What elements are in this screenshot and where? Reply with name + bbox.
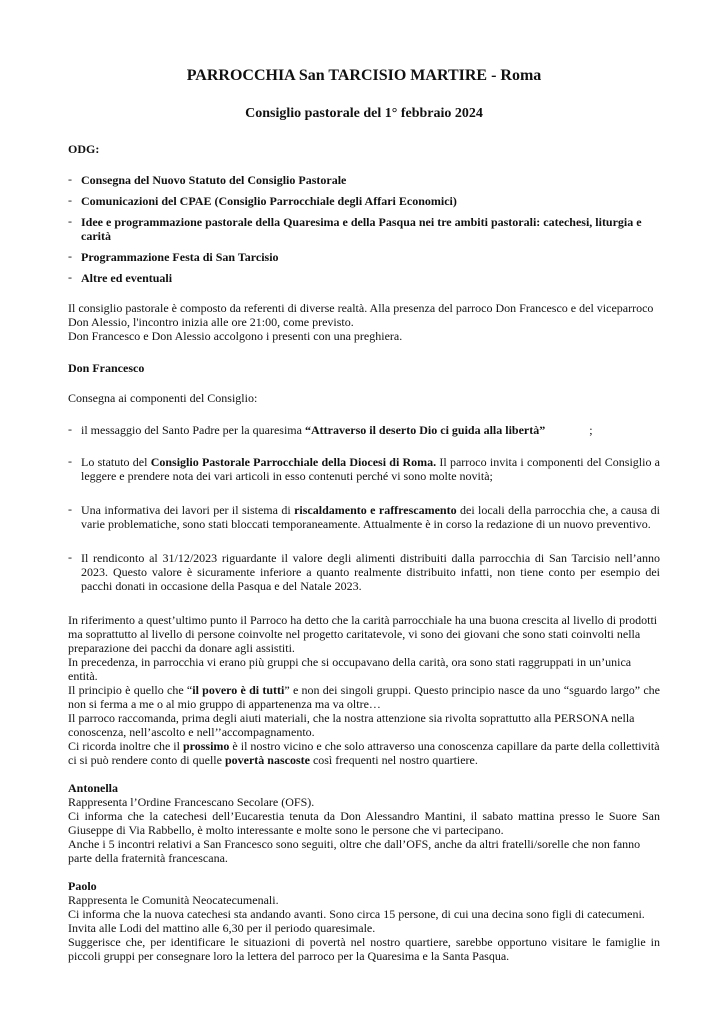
carita-paragraph: Il principio è quello che “il povero è di tutti” e non dei singoli gruppi. Questo principio nasce da uno “sguardo largo” che non si ferma a me o al mio gruppo di appartenenza ma va oltre…: [68, 683, 661, 711]
odg-item: - Programmazione Festa di San Tarcisio: [68, 249, 279, 264]
dash-bullet: -: [68, 249, 72, 263]
document-content: [68, 66, 660, 963]
carita-paragraph: Ci ricorda inoltre che il prossimo è il nostro vicino e che solo attraverso una conoscenza capillare da parte della collettività ci si può rendere conto di quelle povertà nascoste così frequenti nel nostro quartiere.: [68, 739, 660, 767]
intro-paragraph: Il consiglio pastorale è composto da referenti di diverse realtà. Alla presenza del parroco Don Francesco e del viceparroco Don Alessio, l'incontro inizia alle ore 21:00, come previsto.: [68, 301, 654, 329]
dash-bullet: -: [68, 270, 72, 284]
dash-bullet: -: [68, 422, 72, 436]
consegna-label: Consegna ai componenti del Consiglio:: [68, 391, 258, 405]
paolo-paragraph: Suggerisce che, per identificare le situazioni di povertà nel nostro quartiere, sarebbe opportuno visitare le famiglie in piccoli gruppi per consegnare loro la lettera del parroco per la Quaresima e la Santa Pasqua.: [68, 935, 660, 963]
odg-list: [68, 173, 660, 285]
dash-bullet: -: [68, 550, 72, 564]
paolo-paragraph: Invita alle Lodi del mattino alle 6,30 per il periodo quaresimale.: [68, 921, 376, 935]
carita-paragraph: In precedenza, in parrocchia vi erano più gruppi che si occupavano della carità, ora sono stati raggruppati in un’unica entità.: [68, 655, 632, 683]
section-title-don-francesco: Don Francesco: [68, 361, 145, 375]
antonella-paragraph: Rappresenta l’Ordine Francescano Secolare (OFS).: [68, 795, 315, 809]
odg-label: ODG:: [68, 142, 100, 156]
odg-item: - Altre ed eventuali: [68, 270, 173, 285]
carita-paragraph: In riferimento a quest’ultimo punto il Parroco ha detto che la carità parrocchiale ha una buona crescita al livello di prodotti ma soprattutto al livello di persone coinvolte nel progetto caritatevole, vi sono dei giovani che sono stati coinvolti nella preparazione dei pacchi da donare agli assistiti.: [68, 613, 658, 655]
document-subtitle: Consiglio pastorale del 1° febbraio 2024: [245, 106, 483, 121]
dash-bullet: -: [68, 454, 72, 468]
consegna-item: - Il rendiconto al 31/12/2023 riguardante il valore degli alimenti distribuiti dalla parrocchia di San Tarcisio nell’anno 2023. Questo valore è sicuramente inferiore a quanto realmente distribuito infatti, non tiene conto per esempio dei pacchi donati in occasione della Pasqua e del Natale 2023.: [68, 550, 660, 593]
paolo-paragraph: Ci informa che la nuova catechesi sta andando avanti. Sono circa 15 persone, di cui una decina sono figli di catecumeni.: [68, 907, 645, 921]
dash-bullet: -: [68, 214, 72, 228]
dash-bullet: -: [68, 502, 72, 516]
intro-paragraph: Don Francesco e Don Alessio accolgono i presenti con una preghiera.: [68, 329, 403, 343]
dash-bullet: -: [68, 193, 72, 207]
section-title-antonella: Antonella: [68, 781, 119, 795]
odg-item: - Idee e programmazione pastorale della Quaresima e della Pasqua nei tre ambiti pastorali: catechesi, liturgia e carità: [68, 214, 642, 243]
carita-paragraph: Il parroco raccomanda, prima degli aiuti materiali, che la nostra attenzione sia rivolta soprattutto alla PERSONA nella conoscenza, nell’ascolto e nell’’accompagnamento.: [68, 711, 635, 739]
odg-item: - Consegna del Nuovo Statuto del Consiglio Pastorale: [68, 172, 347, 187]
consegna-list: [68, 423, 660, 593]
paolo-paragraph: Rappresenta le Comunità Neocatecumenali.: [68, 893, 279, 907]
consegna-item: - Lo statuto del Consiglio Pastorale Parrocchiale della Diocesi di Roma. Il parroco invita i componenti del Consiglio a leggere e prendere nota dei vari articoli in esso contenuti perché vi sono molte novità;: [68, 454, 661, 483]
antonella-paragraph: Ci informa che la catechesi dell’Eucarestia tenuta da Don Alessandro Mantini, il sabato mattina presso le Suore San Giuseppe di Via Rabbello, è molto interessante e molte sono le persone che vi partecipano.: [68, 809, 660, 837]
section-title-paolo: Paolo: [68, 879, 97, 893]
odg-item: - Comunicazioni del CPAE (Consiglio Parrocchiale degli Affari Economici): [68, 193, 457, 208]
document-title: PARROCCHIA San TARCISIO MARTIRE - Roma: [186, 67, 542, 84]
dash-bullet: -: [68, 172, 72, 186]
antonella-paragraph: Anche i 5 incontri relativi a San Francesco sono seguiti, oltre che dall’OFS, anche da altri fratelli/sorelle che non fanno parte della fraternità francescana.: [68, 837, 641, 865]
consegna-item: - Una informativa dei lavori per il sistema di riscaldamento e raffrescamento dei locali della parrocchia che, a causa di varie problematiche, sono stati bloccati temporaneamente. Attualmente è in corso la redazione di un nuovo preventivo.: [68, 502, 660, 531]
consegna-item: - il messaggio del Santo Padre per la quaresima “Attraverso il deserto Dio ci guida alla libertà” ;: [68, 422, 593, 437]
